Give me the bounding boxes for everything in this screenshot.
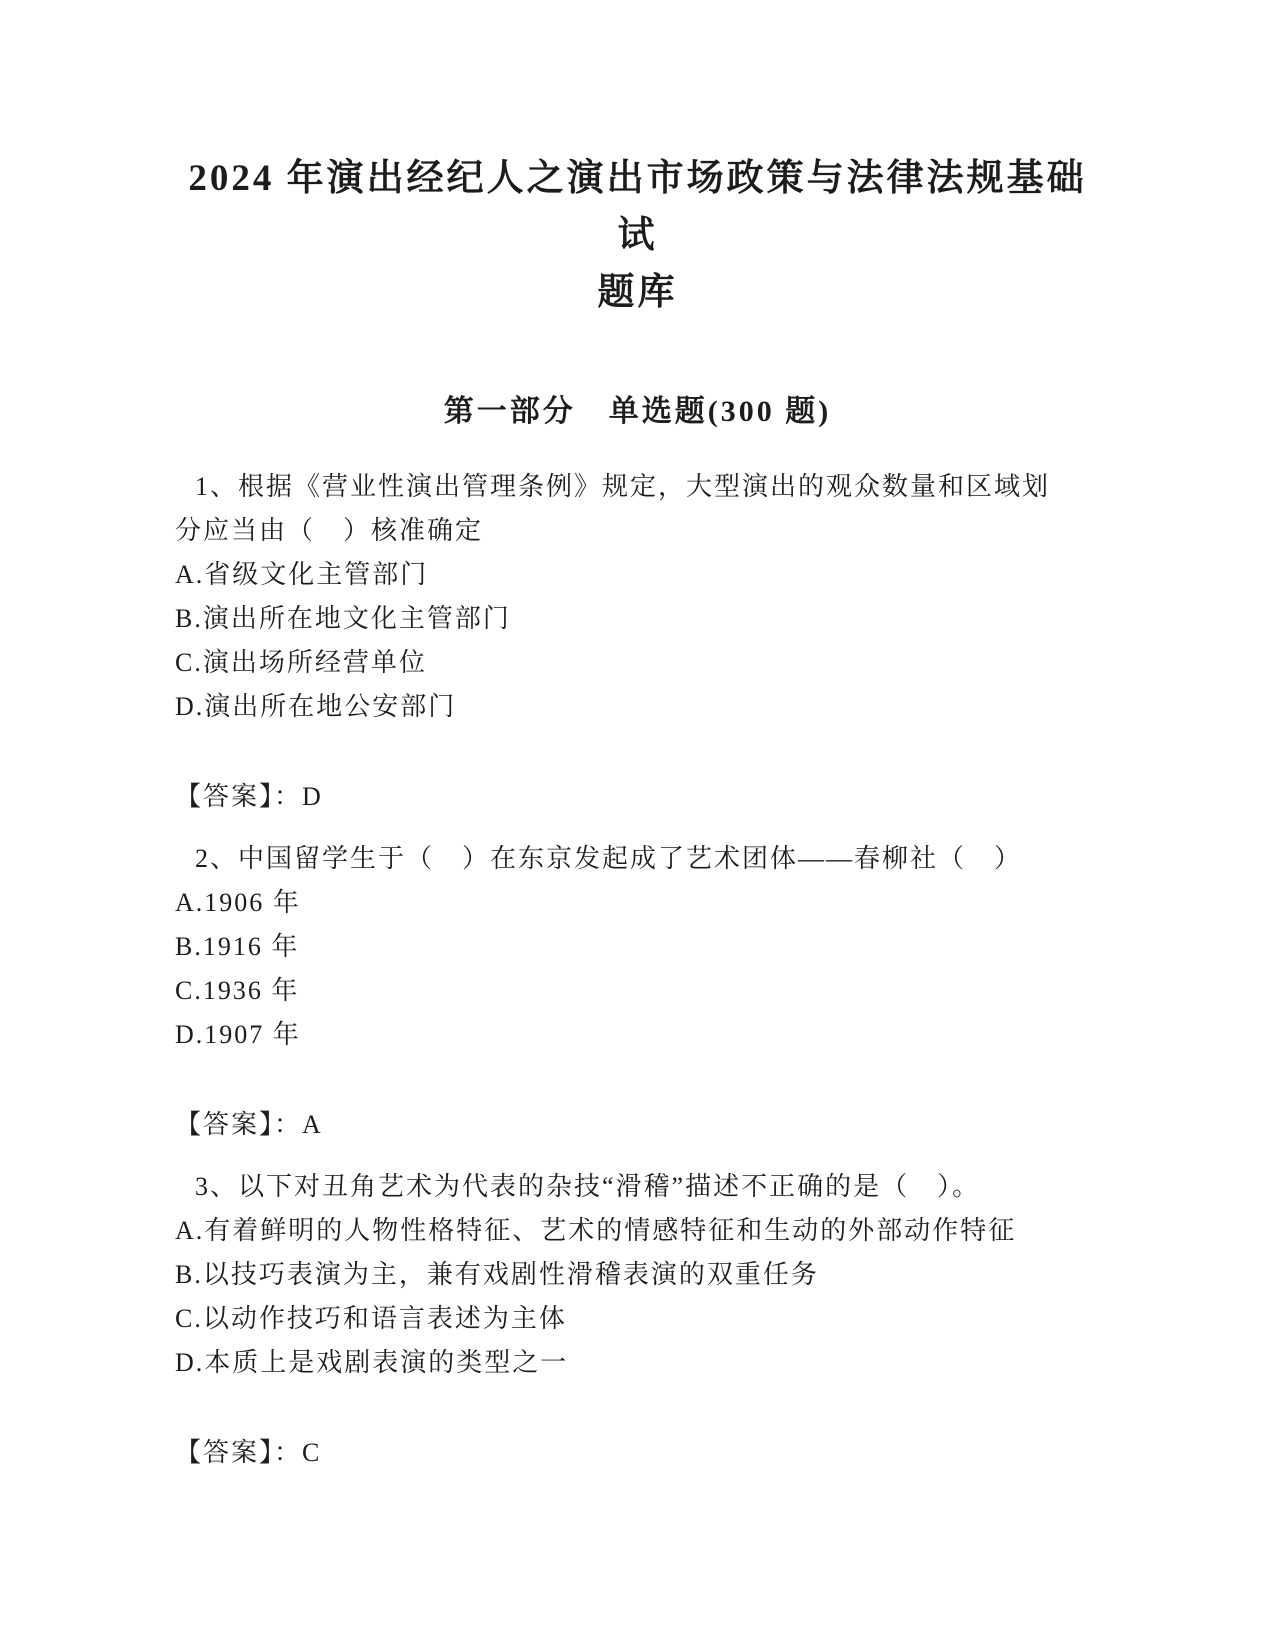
answer-line: 【答案】：D	[175, 782, 323, 811]
question-option-d: D.1907 年	[175, 1020, 301, 1049]
question-list	[175, 465, 1055, 1475]
question-stem: 3、以下对丑角艺术为代表的杂技“滑稽”描述不正确的是（ ）。	[195, 1172, 981, 1201]
section-header: 第一部分 单选题(300 题)	[443, 395, 832, 428]
document-title	[188, 150, 1088, 321]
question-stem: 2、中国留学生于（ ）在东京发起成了艺术团体——春柳社（ ）	[195, 844, 1023, 873]
answer-line: 【答案】：C	[175, 1438, 322, 1467]
question-option-a: A.1906 年	[175, 888, 301, 917]
question-option-a: A.有着鲜明的人物性格特征、艺术的情感特征和生动的外部动作特征	[175, 1216, 1017, 1245]
question-option-d: D.本质上是戏剧表演的类型之一	[175, 1348, 569, 1377]
question-option-c: C.1936 年	[175, 976, 300, 1005]
document-title-line-1: 2024 年演出经纪人之演出市场政策与法律法规基础试	[188, 158, 1087, 256]
question-stem: 1、根据《营业性演出管理条例》规定，大型演出的观众数量和区域划分应当由（ ）核准确定	[175, 472, 1051, 545]
answer-line: 【答案】：A	[175, 1110, 323, 1139]
question-block-2	[175, 837, 1055, 1147]
question-option-a: A.省级文化主管部门	[175, 560, 429, 589]
question-option-c: C.演出场所经营单位	[175, 648, 427, 677]
document-title-line-2: 题库	[597, 272, 678, 313]
question-option-b: B.演出所在地文化主管部门	[175, 604, 511, 633]
question-option-b: B.以技巧表演为主，兼有戏剧性滑稽表演的双重任务	[175, 1260, 819, 1289]
question-option-d: D.演出所在地公安部门	[175, 692, 457, 721]
question-block-3	[175, 1165, 1055, 1475]
question-block-1	[175, 465, 1055, 819]
question-option-c: C.以动作技巧和语言表述为主体	[175, 1304, 567, 1333]
question-option-b: B.1916 年	[175, 932, 300, 961]
